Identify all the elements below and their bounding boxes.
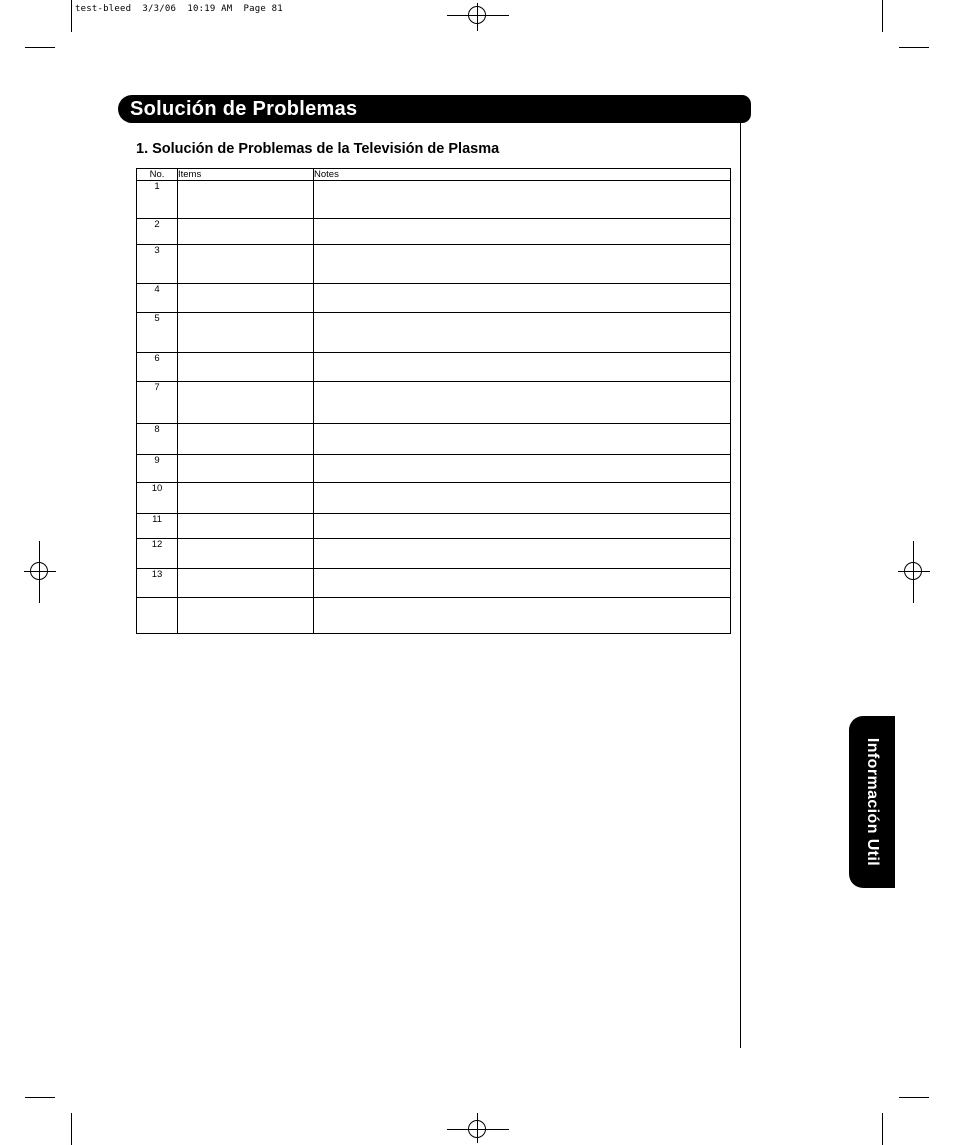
table-row [137,382,731,424]
column-header-no: No. [137,169,178,181]
column-header-items: Items [178,169,314,181]
column-header-notes: Notes [314,169,731,181]
troubleshooting-table [136,168,731,634]
items-cell [178,219,314,245]
items-cell [178,569,314,598]
items-cell [178,313,314,353]
items-cell [178,245,314,284]
row-number-cell: 13 [137,569,178,598]
table-row [137,455,731,483]
row-number-cell: 3 [137,245,178,284]
notes-cell [314,514,731,539]
table-row [137,598,731,634]
row-number-cell: 7 [137,382,178,424]
table-header-row [137,169,731,181]
items-cell [178,181,314,219]
row-number-cell: 9 [137,455,178,483]
row-number-cell: 11 [137,514,178,539]
notes-cell [314,598,731,634]
table-row [137,514,731,539]
table-row [137,424,731,455]
table-row [137,539,731,569]
table-row [137,569,731,598]
notes-cell [314,181,731,219]
items-cell [178,514,314,539]
row-number-cell: 8 [137,424,178,455]
table-row [137,483,731,514]
notes-cell [314,245,731,284]
notes-cell [314,455,731,483]
notes-cell [314,219,731,245]
notes-cell [314,539,731,569]
row-number-cell: 2 [137,219,178,245]
side-tab-label: Información Util [864,737,881,867]
page-title: Solución de Problemas [130,98,358,120]
items-cell [178,382,314,424]
notes-cell [314,284,731,313]
notes-cell [314,424,731,455]
items-cell [178,424,314,455]
table-row [137,353,731,382]
items-cell [178,539,314,569]
notes-cell [314,483,731,514]
notes-cell [314,569,731,598]
row-number-cell: 6 [137,353,178,382]
table-row [137,181,731,219]
items-cell [178,353,314,382]
side-tab [849,716,895,888]
items-cell [178,455,314,483]
notes-cell [314,313,731,353]
row-number-cell: 5 [137,313,178,353]
items-cell [178,483,314,514]
notes-cell [314,382,731,424]
table-row [137,284,731,313]
row-number-cell [137,598,178,634]
items-cell [178,598,314,634]
notes-cell [314,353,731,382]
table-row [137,245,731,284]
table-row [137,219,731,245]
row-number-cell: 4 [137,284,178,313]
row-number-cell: 1 [137,181,178,219]
title-bar [118,95,751,123]
row-number-cell: 12 [137,539,178,569]
print-slug-line: test-bleed 3/3/06 10:19 AM Page 81 [75,4,283,14]
items-cell [178,284,314,313]
table-row [137,313,731,353]
section-heading: 1. Solución de Problemas de la Televisión de Plasma [136,141,500,157]
row-number-cell: 10 [137,483,178,514]
